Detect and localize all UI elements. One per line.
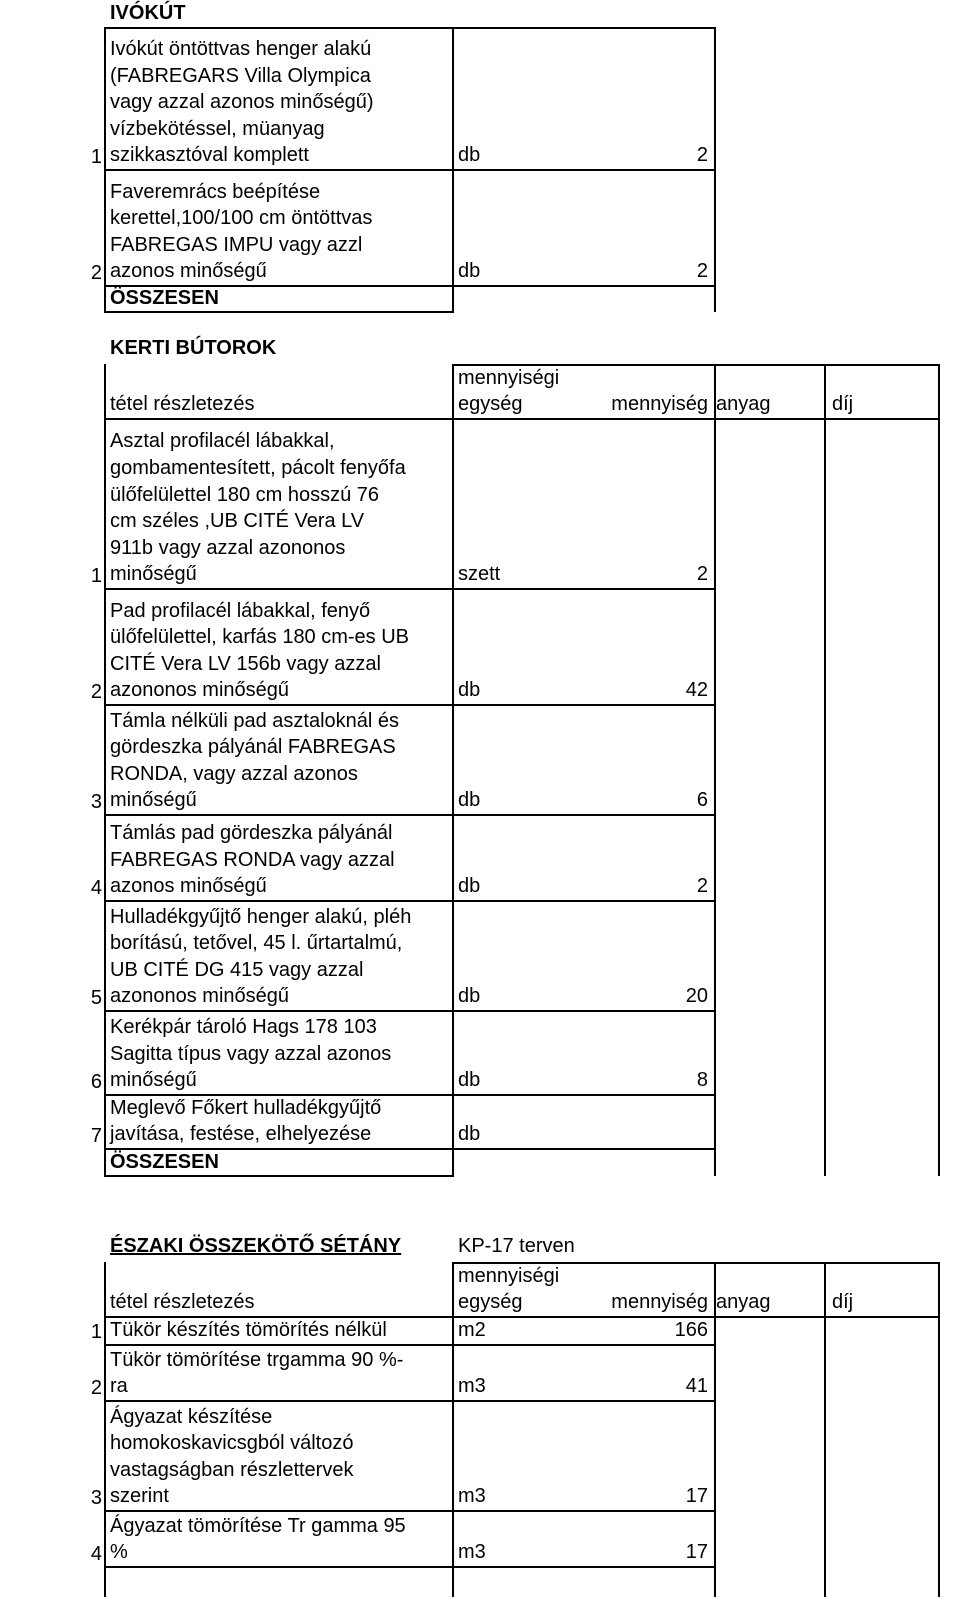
grid-line bbox=[452, 364, 454, 1176]
item-quantity: 8 bbox=[696, 1069, 708, 1092]
table-row bbox=[0, 900, 960, 1010]
table-row bbox=[0, 1010, 960, 1094]
table-header-row bbox=[0, 364, 960, 418]
item-number: 5 bbox=[90, 987, 102, 1009]
item-unit: m3 bbox=[458, 1541, 486, 1564]
item-description: Faveremrács beépítése kerettel,100/100 cm öntöttvas FABREGAS IMPU vagy azzl azonos minőségű bbox=[110, 180, 373, 283]
item-quantity: 2 bbox=[696, 260, 708, 283]
grid-line bbox=[104, 814, 716, 816]
item-quantity: 20 bbox=[685, 985, 708, 1008]
grid-line bbox=[104, 1566, 716, 1568]
item-unit: db bbox=[458, 985, 481, 1008]
item-number: 3 bbox=[90, 1487, 102, 1509]
table-row bbox=[0, 1316, 960, 1344]
item-quantity bbox=[584, 1094, 714, 1148]
item-number: 1 bbox=[90, 146, 102, 168]
item-unit: db bbox=[458, 679, 481, 702]
item-unit: m3 bbox=[458, 1375, 486, 1398]
grid-line bbox=[104, 1010, 716, 1012]
grid-line bbox=[938, 1262, 940, 1597]
grid-line bbox=[104, 418, 940, 420]
grid-line bbox=[104, 900, 716, 902]
item-quantity: 2 bbox=[696, 875, 708, 898]
item-number: 2 bbox=[90, 1377, 102, 1399]
grid-line bbox=[104, 1094, 716, 1096]
item-unit: m2 bbox=[458, 1319, 486, 1342]
total-row bbox=[0, 1148, 960, 1176]
grid-line bbox=[104, 1316, 940, 1318]
section-title-eszaki: ÉSZAKI ÖSSZEKÖTŐ SÉTÁNY bbox=[110, 1235, 402, 1257]
item-number: 2 bbox=[90, 681, 102, 703]
table-row bbox=[0, 704, 960, 814]
item-unit: db bbox=[458, 789, 481, 812]
grid-line bbox=[104, 27, 716, 29]
section-title-kerti: KERTI BÚTOROK bbox=[110, 337, 277, 359]
grid-line bbox=[104, 364, 106, 1176]
grid-line bbox=[714, 1262, 716, 1597]
item-unit: db bbox=[458, 260, 481, 283]
item-quantity: 17 bbox=[685, 1485, 708, 1508]
item-quantity: 17 bbox=[685, 1541, 708, 1564]
item-number: 7 bbox=[90, 1125, 102, 1147]
item-unit: szett bbox=[458, 563, 501, 586]
table-row bbox=[0, 1344, 960, 1400]
section-note: KP-17 terven bbox=[458, 1235, 575, 1257]
item-quantity: 2 bbox=[696, 563, 708, 586]
grid-line bbox=[104, 704, 716, 706]
total-row bbox=[0, 285, 960, 312]
item-quantity: 2 bbox=[696, 144, 708, 167]
table-row bbox=[0, 27, 960, 169]
grid-line bbox=[104, 1510, 716, 1512]
table-row bbox=[0, 1510, 960, 1566]
item-description: Ivókút öntöttvas henger alakú (FABREGARS Villa Olympica vagy azzal azonos minőségű) vízbekötéssel, müanyag szikkasztóval komplett bbox=[110, 38, 374, 167]
grid-line bbox=[104, 1148, 716, 1150]
total-label: ÖSSZESEN bbox=[110, 287, 219, 310]
item-number: 1 bbox=[90, 565, 102, 587]
table-row bbox=[0, 418, 960, 588]
grid-line bbox=[714, 364, 716, 1176]
header-unit: mennyiségi egység bbox=[458, 366, 560, 416]
item-unit: db bbox=[458, 1069, 481, 1092]
grid-line bbox=[452, 1262, 454, 1597]
table-row bbox=[0, 1400, 960, 1510]
grid-line bbox=[104, 588, 716, 590]
header-unit: mennyiségi egység bbox=[458, 1264, 560, 1314]
header-fee: díj bbox=[832, 393, 854, 416]
item-unit: db bbox=[458, 875, 481, 898]
item-description: Támla nélküli pad asztaloknál és gördeszka pályánál FABREGAS RONDA, vagy azzal azonos minőségű bbox=[110, 709, 400, 812]
table-row bbox=[0, 814, 960, 900]
grid-line bbox=[104, 311, 454, 313]
item-description: Pad profilacél lábakkal, fenyő ülőfelülettel, karfás 180 cm-es UB CITÉ Vera LV 156b vagy azzal azononos minőségű bbox=[110, 599, 410, 702]
item-description: Ágyazat készítése homokoskavicsgból változó vastagságban részlettervek szerint bbox=[110, 1405, 354, 1508]
table-header-row bbox=[0, 1262, 960, 1316]
item-number: 3 bbox=[90, 791, 102, 813]
item-unit: db bbox=[458, 1123, 481, 1146]
item-description: Meglevő Főkert hulladékgyűjtő javítása, festése, elhelyezése bbox=[110, 1096, 382, 1146]
item-unit: db bbox=[458, 144, 481, 167]
grid-line bbox=[104, 285, 716, 287]
grid-line bbox=[452, 1262, 940, 1264]
table-row bbox=[0, 588, 960, 704]
item-quantity: 166 bbox=[674, 1319, 708, 1342]
header-quantity: mennyiség bbox=[611, 393, 708, 416]
item-description: Támlás pad gördeszka pályánál FABREGAS RONDA vagy azzal azonos minőségű bbox=[110, 822, 395, 898]
header-quantity: mennyiség bbox=[611, 1291, 708, 1314]
grid-line bbox=[104, 1175, 454, 1177]
item-unit: m3 bbox=[458, 1485, 486, 1508]
grid-line bbox=[452, 364, 940, 366]
grid-line bbox=[938, 364, 940, 1176]
item-quantity: 41 bbox=[685, 1375, 708, 1398]
grid-line bbox=[104, 1344, 716, 1346]
grid-line bbox=[104, 1400, 716, 1402]
item-number: 4 bbox=[90, 1543, 102, 1565]
item-description: Hulladékgyűjtő henger alakú, pléh borítású, tetővel, 45 l. űrtartalmú, UB CITÉ DG 415 vagy azzal azononos minőségű bbox=[110, 905, 412, 1008]
item-number: 2 bbox=[90, 262, 102, 284]
header-material: anyag bbox=[716, 393, 771, 416]
item-description: Asztal profilacél lábakkal, gombamentesített, pácolt fenyőfa ülőfelülettel 180 cm hosszú 76 cm széles ,UB CITÉ Vera LV 911b vagy azzal azononos minőségű bbox=[110, 430, 406, 586]
grid-line bbox=[824, 1262, 826, 1597]
item-number: 1 bbox=[90, 1321, 102, 1343]
header-description: tétel részletezés bbox=[110, 393, 255, 416]
item-description: Ágyazat tömörítése Tr gamma 95 % bbox=[110, 1514, 406, 1564]
item-number: 4 bbox=[90, 877, 102, 899]
grid-line bbox=[104, 1262, 106, 1597]
total-label: ÖSSZESEN bbox=[110, 1151, 219, 1174]
grid-line bbox=[824, 364, 826, 1176]
table-row bbox=[0, 169, 960, 285]
header-description: tétel részletezés bbox=[110, 1291, 255, 1314]
header-material: anyag bbox=[716, 1291, 771, 1314]
item-quantity: 42 bbox=[685, 679, 708, 702]
section-title-ivokut: IVÓKÚT bbox=[110, 2, 186, 24]
header-fee: díj bbox=[832, 1291, 854, 1314]
item-number: 6 bbox=[90, 1071, 102, 1093]
item-description: Tükör készítés tömörítés nélkül bbox=[110, 1319, 387, 1342]
grid-line bbox=[104, 169, 716, 171]
item-description: Kerékpár tároló Hags 178 103 Sagitta típus vagy azzal azonos minőségű bbox=[110, 1016, 392, 1092]
table-row bbox=[0, 1094, 960, 1148]
item-quantity: 6 bbox=[696, 789, 708, 812]
item-description: Tükör tömörítése trgamma 90 %- ra bbox=[110, 1348, 404, 1398]
